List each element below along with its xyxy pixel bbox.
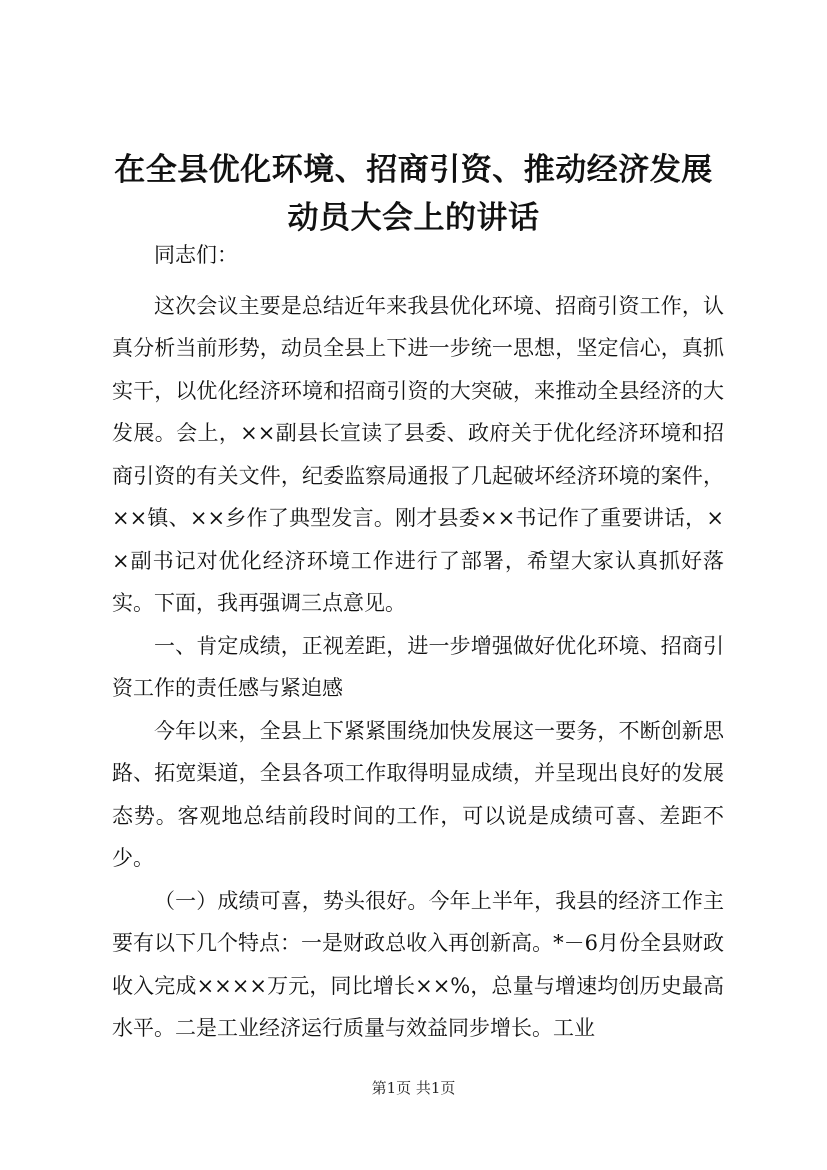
paragraph: 这次会议主要是总结近年来我县优化环境、招商引资工作，认真分析当前形势，动员全县上下进一步统一思想，坚定信心，真抓实干，以优化经济环境和招商引资的大突破，来推动全县经济的大发展。会上，××副县长宣读了县委、政府关于优化经济环境和招商引资的有关文件，纪委监察局通报了几起破坏经济环境的案件，××镇、××乡作了典型发言。刚才县委××书记作了重要讲话，××副书记对优化经济环境工作进行了部署，希望大家认真抓好落实。下面，我再强调三点意见。 — [112, 293, 724, 615]
page-footer: 第1页 共1页 — [371, 1079, 456, 1097]
document-body — [112, 234, 724, 1050]
paragraph: （一）成绩可喜，势头很好。今年上半年，我县的经济工作主要有以下几个特点：一是财政总收入再创新高。*－6月份全县财政收入完成××××万元，同比增长××%，总量与增速均创历史最高水平。二是工业经济运行质量与效益同步增长。工业 — [112, 888, 724, 1040]
document-title: 在全县优化环境、招商引资、推动经济发展动员大会上的讲话 — [114, 152, 713, 236]
paragraph: 今年以来，全县上下紧紧围绕加快发展这一要务，不断创新思路、拓宽渠道，全县各项工作取得明显成绩，并呈现出良好的发展态势。客观地总结前段时间的工作，可以说是成绩可喜、差距不少。 — [112, 718, 724, 870]
salutation: 同志们： — [154, 243, 238, 267]
section-heading: 一、肯定成绩，正视差距，进一步增强做好优化环境、招商引资工作的责任感与紧迫感 — [112, 633, 724, 700]
